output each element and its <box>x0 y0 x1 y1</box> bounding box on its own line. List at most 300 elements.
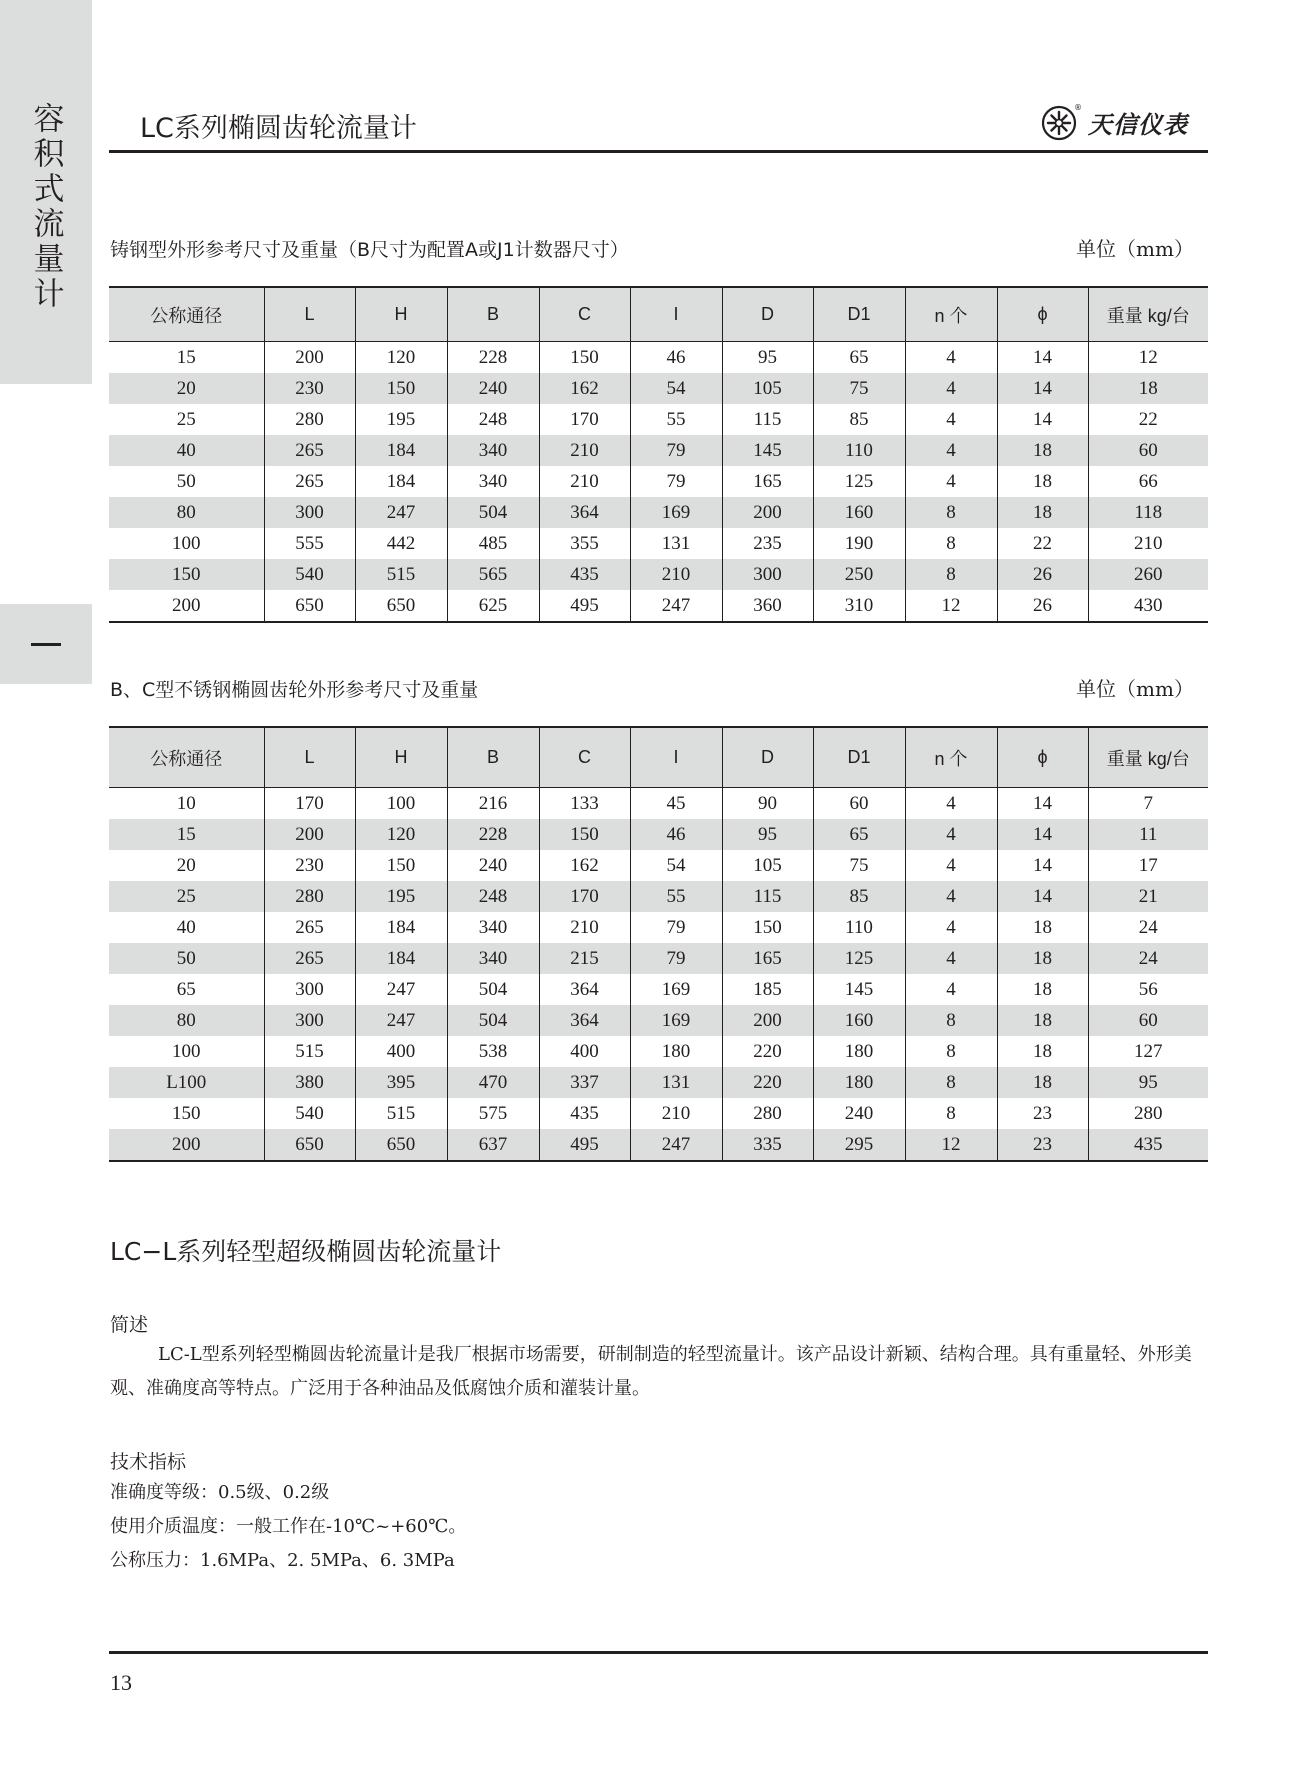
intro-paragraph: LC-L型系列轻型椭圆齿轮流量计是我厂根据市场需要，研制制造的轻型流量计。该产品设计新颖、结构合理。具有重量轻、外形美观、准确度高等特点。广泛用于各种油品及低腐蚀介质和灌装计量。 <box>110 1344 1192 1399</box>
table-cell: 22 <box>1088 404 1208 435</box>
column-header: I <box>630 727 722 788</box>
table-cell: 18 <box>997 1005 1088 1036</box>
table-cell: 540 <box>264 559 355 590</box>
table-cell: 131 <box>630 528 722 559</box>
table-cell: 14 <box>997 788 1088 820</box>
table-cell: 150 <box>722 912 813 943</box>
table-cell: 240 <box>813 1098 905 1129</box>
table-header-row <box>109 727 1208 788</box>
table-cell: 169 <box>630 1005 722 1036</box>
table-cell: 235 <box>722 528 813 559</box>
table-cell: 65 <box>176 978 196 1000</box>
spec-heading: 技术指标 <box>110 1451 187 1473</box>
table-cell: 133 <box>539 788 630 820</box>
column-header: 重量 kg/台 <box>1088 727 1208 788</box>
table-cell: 21 <box>1088 881 1208 912</box>
column-header: B <box>447 727 539 788</box>
table-cell: 169 <box>630 497 722 528</box>
table-row <box>109 850 1208 881</box>
table-cell: 4 <box>905 819 997 850</box>
table-cell: 200 <box>264 342 355 374</box>
footer-divider <box>109 1651 1208 1654</box>
table-cell: 45 <box>630 788 722 820</box>
table-cell: 26 <box>997 559 1088 590</box>
column-header: H <box>355 727 447 788</box>
table-cell: 150 <box>172 1102 201 1124</box>
table-cell: 23 <box>997 1098 1088 1129</box>
table-row <box>109 943 1208 974</box>
table-cell: 650 <box>264 1129 355 1161</box>
brand-logo <box>1040 102 1188 142</box>
table-cell: 145 <box>813 974 905 1005</box>
table-cell: 200 <box>109 1129 264 1161</box>
table-row <box>109 912 1208 943</box>
table-cell: 120 <box>355 342 447 374</box>
table-row <box>109 1067 1208 1098</box>
table-cell: 280 <box>264 404 355 435</box>
table-cell: 15 <box>176 346 196 368</box>
table-cell: 54 <box>630 850 722 881</box>
table-row <box>109 1098 1208 1129</box>
header-divider <box>109 150 1208 153</box>
table-cell: 65 <box>813 819 905 850</box>
table-cell: 18 <box>997 912 1088 943</box>
table-cell: 79 <box>630 943 722 974</box>
table-cell: 228 <box>447 342 539 374</box>
table-cell: 66 <box>1088 466 1208 497</box>
table-cell: 95 <box>1088 1067 1208 1098</box>
table-cell: 335 <box>722 1129 813 1161</box>
table-cell: 8 <box>905 497 997 528</box>
table-cell: 247 <box>630 590 722 622</box>
table-cell: 637 <box>447 1129 539 1161</box>
table-cell: 400 <box>355 1036 447 1067</box>
table-cell: 4 <box>905 912 997 943</box>
table-cell: 115 <box>722 404 813 435</box>
table-cell: 4 <box>905 404 997 435</box>
table-cell: 11 <box>1088 819 1208 850</box>
table-cell: 18 <box>997 1067 1088 1098</box>
table-row <box>109 881 1208 912</box>
table-cell: 17 <box>1088 850 1208 881</box>
table-cell: 265 <box>264 943 355 974</box>
table-cell: 360 <box>722 590 813 622</box>
table-cell: 220 <box>722 1067 813 1098</box>
table-cell: 14 <box>997 850 1088 881</box>
table-cell: 300 <box>722 559 813 590</box>
table-cell: 75 <box>813 850 905 881</box>
spec-line: 准确度等级：0.5级、0.2级 <box>110 1482 330 1503</box>
table-cell: 555 <box>264 528 355 559</box>
table-cell: 20 <box>176 854 196 876</box>
table-cell: 4 <box>905 881 997 912</box>
table-cell: 127 <box>1088 1036 1208 1067</box>
table-cell: 210 <box>539 912 630 943</box>
table-cell: 18 <box>997 466 1088 497</box>
table-cell: 8 <box>905 559 997 590</box>
table-cell: 295 <box>813 1129 905 1161</box>
table-cell: 18 <box>997 943 1088 974</box>
table-cell: 4 <box>905 788 997 820</box>
table-cell: 170 <box>539 404 630 435</box>
table-cell: 125 <box>813 943 905 974</box>
table-cell: 442 <box>355 528 447 559</box>
table-cell: 4 <box>905 435 997 466</box>
table-cell: 160 <box>813 497 905 528</box>
stainless-steel-dimension-table <box>109 726 1208 1162</box>
column-header: 公称通径 <box>109 727 264 788</box>
table-row <box>109 466 1208 497</box>
table-cell: 280 <box>722 1098 813 1129</box>
table-cell: 90 <box>722 788 813 820</box>
table-cell: 125 <box>813 466 905 497</box>
column-header: L <box>264 727 355 788</box>
table-cell: 625 <box>447 590 539 622</box>
column-header: I <box>630 287 722 342</box>
table-cell: 300 <box>264 497 355 528</box>
table-cell: 24 <box>1088 943 1208 974</box>
table-cell: 538 <box>447 1036 539 1067</box>
table-cell: 60 <box>1088 1005 1208 1036</box>
table-cell: 120 <box>355 819 447 850</box>
table-row <box>109 373 1208 404</box>
table-cell: 26 <box>997 590 1088 622</box>
table-cell: 79 <box>630 466 722 497</box>
table-cell: 215 <box>539 943 630 974</box>
spec-line: 使用介质温度：一般工作在-10℃~+60℃。 <box>110 1516 467 1537</box>
table-cell: 162 <box>539 850 630 881</box>
table-cell: 250 <box>813 559 905 590</box>
table1-caption: 铸钢型外形参考尺寸及重量（B尺寸为配置A或J1计数器尺寸） <box>110 239 629 261</box>
table-cell: 110 <box>813 912 905 943</box>
table-cell: 25 <box>176 408 196 430</box>
table-cell: 504 <box>447 1005 539 1036</box>
table-cell: 470 <box>447 1067 539 1098</box>
table-cell: 210 <box>539 466 630 497</box>
table-cell: 55 <box>630 881 722 912</box>
column-header: D <box>722 287 813 342</box>
table-cell: 240 <box>447 373 539 404</box>
side-tab-category <box>0 0 92 384</box>
table-cell: 7 <box>1088 788 1208 820</box>
column-header: H <box>355 287 447 342</box>
table-cell: 150 <box>539 342 630 374</box>
table-cell: 190 <box>813 528 905 559</box>
table2-caption: B、C型不锈钢椭圆齿轮外形参考尺寸及重量 <box>110 679 479 701</box>
column-header: n 个 <box>905 727 997 788</box>
table-cell: 515 <box>355 1098 447 1129</box>
column-header: B <box>447 287 539 342</box>
table-cell: 10 <box>176 792 196 814</box>
table-cell: 18 <box>1088 373 1208 404</box>
table-cell: 495 <box>539 590 630 622</box>
table-cell: 12 <box>1088 342 1208 374</box>
table-cell: 160 <box>813 1005 905 1036</box>
brand-name: 天信仪表 <box>1088 109 1188 139</box>
table-cell: 18 <box>997 1036 1088 1067</box>
table-cell: 247 <box>355 1005 447 1036</box>
table-cell: 24 <box>1088 912 1208 943</box>
side-tab-chapter-marker <box>0 604 92 684</box>
table-cell: 85 <box>813 404 905 435</box>
table-cell: 25 <box>109 881 264 912</box>
table-row <box>109 1036 1208 1067</box>
table-cell: 184 <box>355 435 447 466</box>
column-header: 公称通径 <box>109 287 264 342</box>
table-cell: 150 <box>539 819 630 850</box>
table-cell: 230 <box>264 850 355 881</box>
table-cell: 150 <box>355 373 447 404</box>
table-cell: 115 <box>722 881 813 912</box>
table-cell: 40 <box>109 435 264 466</box>
table-cell: 485 <box>447 528 539 559</box>
column-header: C <box>539 727 630 788</box>
table-cell: 79 <box>630 435 722 466</box>
table-cell: 150 <box>355 850 447 881</box>
table-cell: 185 <box>722 974 813 1005</box>
table-cell: 100 <box>172 532 201 554</box>
table-cell: 14 <box>997 373 1088 404</box>
table-cell: 46 <box>630 819 722 850</box>
page-number: 13 <box>110 1670 132 1695</box>
table-cell: 165 <box>722 943 813 974</box>
table-cell: 105 <box>722 373 813 404</box>
table-row <box>109 435 1208 466</box>
brand-emblem-icon <box>1040 102 1080 142</box>
table-cell: 228 <box>447 819 539 850</box>
table-cell: L100 <box>109 1067 264 1098</box>
table-cell: 4 <box>905 373 997 404</box>
table-cell: 364 <box>539 497 630 528</box>
table-cell: 184 <box>355 943 447 974</box>
table-cell: 200 <box>722 1005 813 1036</box>
table-row <box>109 1005 1208 1036</box>
table-cell: 200 <box>264 819 355 850</box>
column-header: L <box>264 287 355 342</box>
table-cell: 565 <box>447 559 539 590</box>
column-header: D1 <box>813 727 905 788</box>
table-cell: 165 <box>722 466 813 497</box>
table-cell: 54 <box>630 373 722 404</box>
table-cell: 495 <box>539 1129 630 1161</box>
table-cell: 180 <box>813 1067 905 1098</box>
table-cell: 145 <box>722 435 813 466</box>
table-cell: 340 <box>447 943 539 974</box>
table-cell: 364 <box>539 974 630 1005</box>
table-row <box>109 788 1208 820</box>
table-cell: 265 <box>264 466 355 497</box>
table-cell: 280 <box>1088 1098 1208 1129</box>
table-cell: 515 <box>355 559 447 590</box>
column-header: ϕ <box>997 727 1088 788</box>
table-cell: 131 <box>630 1067 722 1098</box>
table-cell: 75 <box>813 373 905 404</box>
table-cell: 46 <box>630 342 722 374</box>
table-cell: 355 <box>539 528 630 559</box>
table-cell: 8 <box>905 1036 997 1067</box>
table-cell: 435 <box>539 1098 630 1129</box>
table-cell: 150 <box>109 559 264 590</box>
table-cell: 230 <box>264 373 355 404</box>
table-cell: 162 <box>539 373 630 404</box>
table-cell: 50 <box>109 943 264 974</box>
table-cell: 180 <box>630 1036 722 1067</box>
table-cell: 364 <box>539 1005 630 1036</box>
table-cell: 220 <box>722 1036 813 1067</box>
table-cell: 85 <box>813 881 905 912</box>
table-row <box>109 404 1208 435</box>
table-cell: 575 <box>447 1098 539 1129</box>
table-cell: 400 <box>539 1036 630 1067</box>
table-cell: 210 <box>630 1098 722 1129</box>
table-cell: 300 <box>264 1005 355 1036</box>
table-cell: 200 <box>172 594 201 616</box>
table-cell: 14 <box>997 342 1088 374</box>
table-cell: 216 <box>447 788 539 820</box>
intro-heading: 简述 <box>110 1314 149 1336</box>
column-header: D <box>722 727 813 788</box>
table-cell: 8 <box>905 528 997 559</box>
table-cell: 4 <box>905 342 997 374</box>
table-cell: 12 <box>905 1129 997 1161</box>
column-header: C <box>539 287 630 342</box>
page-title: LC系列椭圆齿轮流量计 <box>140 113 417 144</box>
table-cell: 248 <box>447 881 539 912</box>
table-cell: 247 <box>355 974 447 1005</box>
table-cell: 4 <box>905 466 997 497</box>
table-cell: 80 <box>109 1005 264 1036</box>
table-row <box>109 342 1208 374</box>
table-cell: 184 <box>355 466 447 497</box>
table-cell: 80 <box>109 497 264 528</box>
column-header: ϕ <box>997 287 1088 342</box>
column-header: 重量 kg/台 <box>1088 287 1208 342</box>
table-cell: 180 <box>813 1036 905 1067</box>
section-title-lcl: LC−L系列轻型超级椭圆齿轮流量计 <box>110 1237 502 1266</box>
table-cell: 8 <box>905 1067 997 1098</box>
table-cell: 540 <box>264 1098 355 1129</box>
table-cell: 265 <box>264 435 355 466</box>
table-cell: 435 <box>1088 1129 1208 1161</box>
table1-unit: 单位（mm） <box>1076 237 1194 261</box>
table-cell: 260 <box>1088 559 1208 590</box>
table-cell: 14 <box>997 881 1088 912</box>
table-cell: 79 <box>630 912 722 943</box>
table-cell: 22 <box>997 528 1088 559</box>
table-cell: 15 <box>109 819 264 850</box>
table-cell: 310 <box>813 590 905 622</box>
table-cell: 395 <box>355 1067 447 1098</box>
column-header: D1 <box>813 287 905 342</box>
table-cell: 280 <box>264 881 355 912</box>
table-cell: 504 <box>447 974 539 1005</box>
cast-steel-dimension-table <box>109 286 1208 623</box>
table-cell: 95 <box>722 342 813 374</box>
table-cell: 18 <box>997 497 1088 528</box>
table-cell: 8 <box>905 1098 997 1129</box>
table-row <box>109 819 1208 850</box>
table-cell: 210 <box>1088 528 1208 559</box>
table-cell: 4 <box>905 850 997 881</box>
table-cell: 118 <box>1088 497 1208 528</box>
table-cell: 12 <box>905 590 997 622</box>
table-cell: 504 <box>447 497 539 528</box>
table-cell: 265 <box>264 912 355 943</box>
table-cell: 170 <box>539 881 630 912</box>
table-cell: 210 <box>539 435 630 466</box>
table-cell: 430 <box>1088 590 1208 622</box>
table-cell: 95 <box>722 819 813 850</box>
side-tab-label: 容积式流量计 <box>27 102 64 312</box>
table-cell: 170 <box>264 788 355 820</box>
table-header-row <box>109 287 1208 342</box>
table-row <box>109 497 1208 528</box>
table-cell: 210 <box>630 559 722 590</box>
table-cell: 650 <box>355 1129 447 1161</box>
table-cell: 50 <box>176 470 196 492</box>
table-cell: 60 <box>1088 435 1208 466</box>
table-cell: 247 <box>630 1129 722 1161</box>
table-cell: 20 <box>109 373 264 404</box>
table-cell: 337 <box>539 1067 630 1098</box>
table-cell: 100 <box>172 1040 201 1062</box>
table-cell: 300 <box>264 974 355 1005</box>
table-cell: 65 <box>813 342 905 374</box>
table-cell: 4 <box>905 943 997 974</box>
table-cell: 380 <box>264 1067 355 1098</box>
table-cell: 650 <box>264 590 355 622</box>
table-cell: 14 <box>997 819 1088 850</box>
table-cell: 169 <box>630 974 722 1005</box>
table-cell: 240 <box>447 850 539 881</box>
table-row <box>109 1129 1208 1161</box>
table-cell: 340 <box>447 912 539 943</box>
table-cell: 23 <box>997 1129 1088 1161</box>
table-cell: 40 <box>176 916 196 938</box>
table-cell: 105 <box>722 850 813 881</box>
table-cell: 515 <box>264 1036 355 1067</box>
chapter-dash <box>31 643 61 646</box>
table-cell: 18 <box>997 435 1088 466</box>
table-row <box>109 528 1208 559</box>
registered-mark: ® <box>1074 103 1082 112</box>
spec-line: 公称压力：1.6MPa、2. 5MPa、6. 3MPa <box>110 1550 455 1571</box>
table-cell: 100 <box>355 788 447 820</box>
table-cell: 56 <box>1088 974 1208 1005</box>
table-cell: 435 <box>539 559 630 590</box>
column-header: n 个 <box>905 287 997 342</box>
table-cell: 195 <box>355 881 447 912</box>
table-row <box>109 590 1208 622</box>
table-cell: 55 <box>630 404 722 435</box>
table-cell: 60 <box>813 788 905 820</box>
table2-unit: 单位（mm） <box>1076 677 1194 701</box>
table-cell: 18 <box>997 974 1088 1005</box>
table-cell: 4 <box>905 974 997 1005</box>
table-cell: 248 <box>447 404 539 435</box>
table-cell: 340 <box>447 466 539 497</box>
table-cell: 110 <box>813 435 905 466</box>
table-row <box>109 559 1208 590</box>
table-cell: 195 <box>355 404 447 435</box>
table-cell: 340 <box>447 435 539 466</box>
table-cell: 14 <box>997 404 1088 435</box>
table-cell: 650 <box>355 590 447 622</box>
table-cell: 200 <box>722 497 813 528</box>
table-cell: 184 <box>355 912 447 943</box>
table-row <box>109 974 1208 1005</box>
table-cell: 247 <box>355 497 447 528</box>
